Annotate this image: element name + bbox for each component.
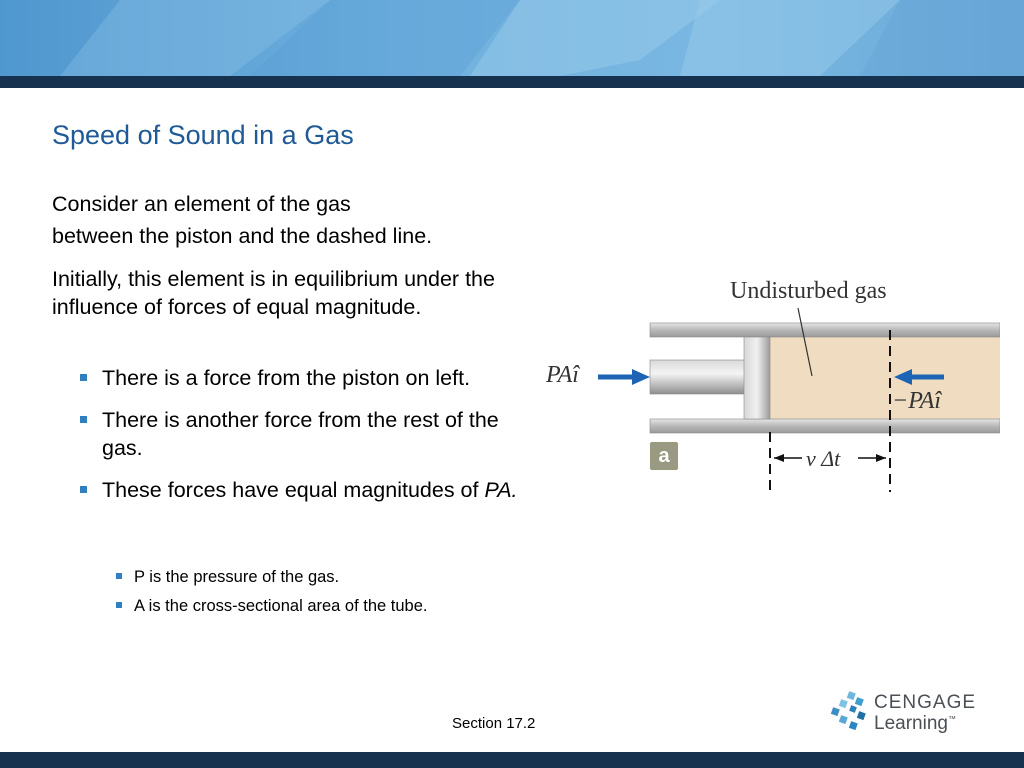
panel-label: a (650, 442, 678, 470)
sub-bullet-item (116, 596, 516, 616)
piston-figure (540, 270, 1000, 500)
sub-bullet-text: A is the cross-sectional area of the tube. (134, 597, 428, 615)
bullet-list (80, 364, 520, 518)
header-facets (0, 0, 1024, 76)
sub-bullet-item (116, 567, 516, 587)
bullet-item (80, 364, 520, 392)
piston-rod (650, 360, 746, 394)
piston-head (744, 337, 770, 419)
header-band (0, 0, 1024, 76)
bullet-text: These forces have equal magnitudes of (102, 478, 485, 502)
cengage-logo (830, 688, 990, 738)
undisturbed-gas-caption: Undisturbed gas (730, 278, 887, 304)
slide-title: Speed of Sound in a Gas (52, 120, 354, 150)
bullet-marker (80, 416, 87, 423)
bullet-italic-pa: PA. (484, 478, 518, 502)
intro-line-1: Consider an element of the gas (52, 192, 351, 216)
footer-rule (0, 752, 1024, 768)
logo-word-cengage: CENGAGE (874, 692, 977, 713)
sub-bullet-marker (116, 573, 122, 579)
gas-region (770, 337, 1000, 419)
logo-learning-text: Learning (874, 713, 948, 734)
logo-trademark: ™ (947, 714, 956, 724)
bullet-marker (80, 374, 87, 381)
header-rule (0, 76, 1024, 88)
sub-bullet-list (116, 567, 516, 625)
tube-bottom-wall (650, 419, 1000, 433)
bullet-item (80, 476, 520, 504)
cengage-logo-mark (830, 690, 870, 734)
bullet-text: There is another force from the rest of the gas. (102, 408, 499, 460)
left-force-label: PAî (546, 362, 579, 388)
bullet-text: There is a force from the piston on left. (102, 366, 471, 390)
logo-word-learning (874, 713, 956, 735)
intro-paragraph (52, 188, 522, 252)
sub-bullet-text: P is the pressure of the gas. (134, 568, 340, 586)
displacement-label: v Δt (806, 446, 841, 471)
section-label: Section 17.2 (452, 715, 536, 732)
sub-bullet-marker (116, 602, 122, 608)
bullet-item (80, 406, 520, 462)
intro-line-2: between the piston and the dashed line. (52, 224, 433, 248)
equilibrium-paragraph: Initially, this element is in equilibrium under the influence of forces of equal magnitude. (52, 267, 495, 319)
tube-top-wall (650, 323, 1000, 337)
right-force-label: −PAî (892, 388, 942, 414)
bullet-marker (80, 486, 87, 493)
